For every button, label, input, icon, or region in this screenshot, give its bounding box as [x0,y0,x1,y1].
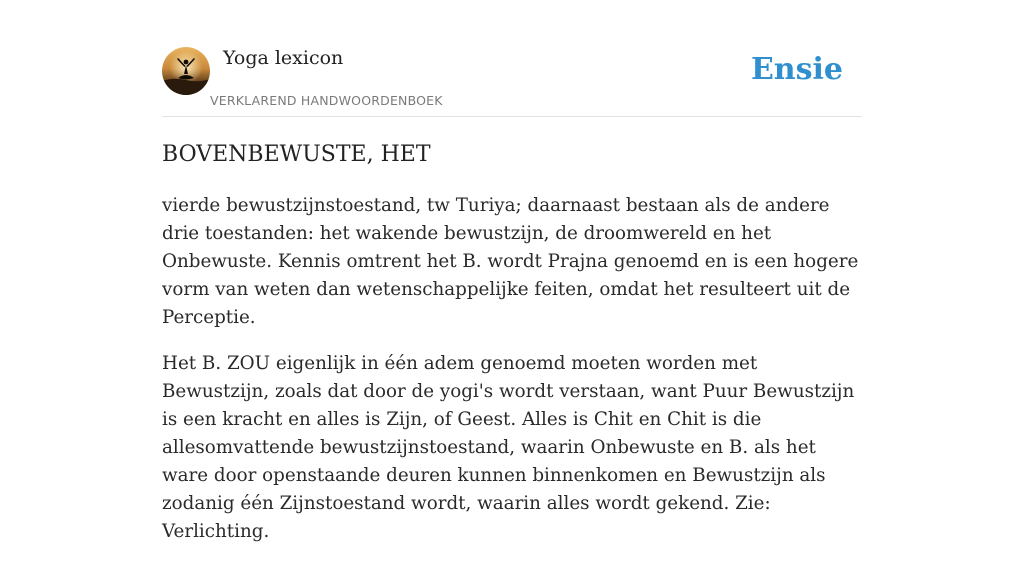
definition-paragraph: Het B. ZOU eigenlijk in één adem genoemd moeten worden met Bewustzijn, zoals dat door de yogi's wordt verstaan, want Puur Bewustzijn is een kracht en alles is Zijn, of Geest. Alles is Chit en Chit is die allesomvattende bewustzijnstoestand, waarin Onbewuste en B. als het ware door openstaande deuren kunnen binnenkomen en Bewustzijn als zodanig één Zijnstoestand wordt, waarin alles wordt gekend. Zie: Verlichting. [162,353,855,542]
lexicon-card [162,0,862,542]
lexicon-title[interactable]: Yoga lexicon [223,47,344,69]
entry-term: BOVENBEWUSTE, HET [162,142,431,167]
brand-logo[interactable]: Ensie [750,52,843,87]
lexicon-subtitle: VERKLAREND HANDWOORDENBOEK [210,93,443,108]
definition-paragraph: vierde bewustzijnstoestand, tw Turiya; daarnaast bestaan als de andere drie toestanden: het wakende bewustzijn, de droomwereld en het Onbewuste. Kennis omtrent het B. wordt Prajna genoemd en is een hogere vorm van weten dan wetenschappelijke feiten, omdat het resulteert uit de Perceptie. [162,195,859,328]
lexicon-header [162,0,862,117]
meditation-silhouette-icon[interactable] [162,47,210,95]
entry-definition [162,192,864,564]
